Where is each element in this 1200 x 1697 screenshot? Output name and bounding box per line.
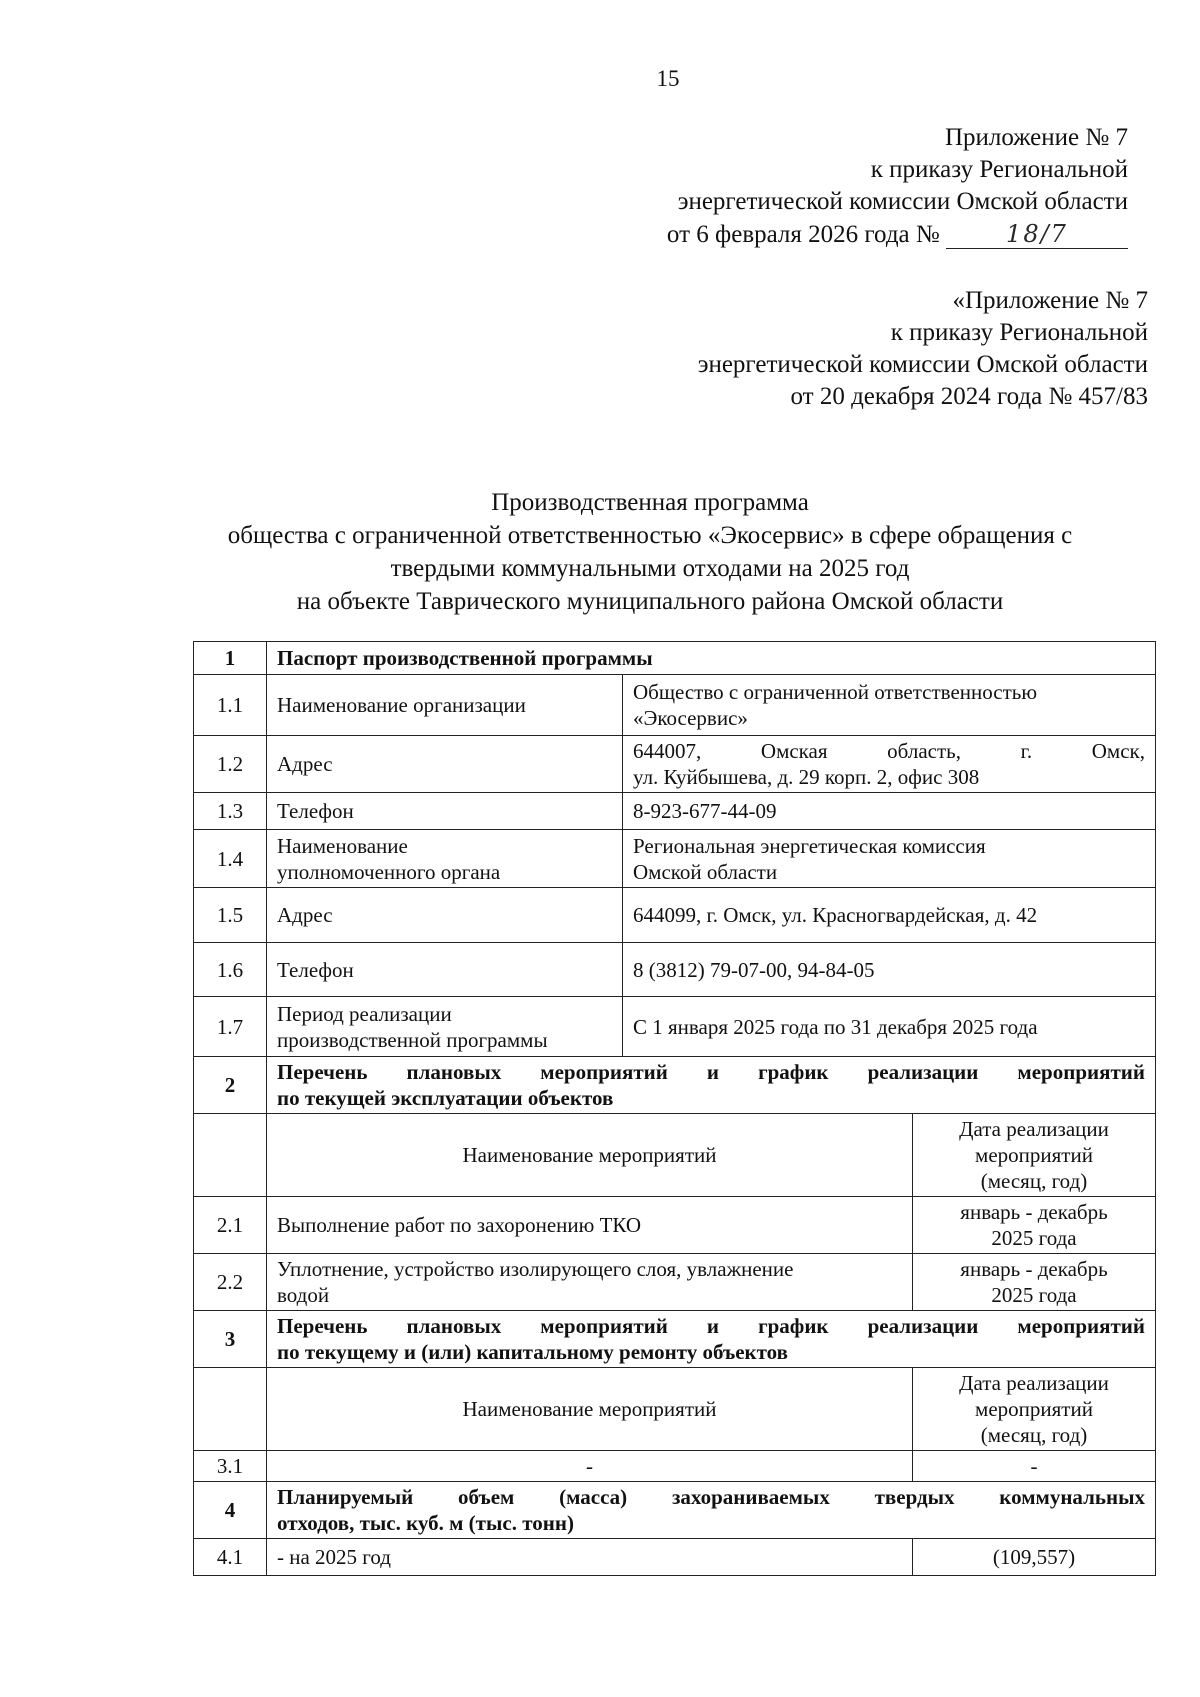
row-value: 8 (3812) 79-07-00, 94-84-05 [623, 943, 1156, 997]
annex-line: к приказу Региональной [870, 156, 1128, 183]
row-number: 1.1 [194, 675, 267, 736]
row-number: 1.7 [194, 997, 267, 1057]
annex-date: от 20 декабря 2024 года № 457/83 [790, 383, 1148, 410]
row-label: Наименование организации [267, 675, 623, 736]
activity-date: - [913, 1451, 1156, 1482]
section-title: Паспорт производственной программы [267, 642, 1156, 675]
annex-line: к приказу Региональной [890, 319, 1148, 346]
table-row [194, 793, 1156, 830]
row-value: Региональная энергетическая комиссия Омской области [623, 830, 1156, 888]
activity-date: январь - декабрь 2025 года [913, 1197, 1156, 1254]
page-number: 15 [656, 66, 680, 91]
row-label: Наименование уполномоченного органа [267, 830, 623, 888]
row-number: 2.1 [194, 1197, 267, 1254]
section-title: Перечень плановых мероприятий и график реализации мероприятий по текущему и (или) капитальному ремонту объектов [267, 1311, 1156, 1368]
annex-date-line [667, 218, 1128, 251]
annex-date: от 6 февраля 2026 года № [666, 221, 940, 248]
table-row [194, 736, 1156, 793]
title-line: Производственная программа [491, 489, 809, 516]
row-label: - на 2025 год [267, 1539, 913, 1576]
table-row [194, 1254, 1156, 1311]
section-number: 4 [194, 1482, 267, 1539]
table-row [194, 997, 1156, 1057]
row-label: Телефон [267, 793, 623, 830]
row-number: 1.3 [194, 793, 267, 830]
column-header-name: Наименование мероприятий [267, 1114, 913, 1197]
row-value: 8-923-677-44-09 [623, 793, 1156, 830]
row-number-empty [194, 1114, 267, 1197]
section-number: 3 [194, 1311, 267, 1368]
row-number: 4.1 [194, 1539, 267, 1576]
row-value: (109,557) [913, 1539, 1156, 1576]
row-number: 1.4 [194, 830, 267, 888]
section-header-row [194, 1311, 1156, 1368]
annex-line: энергетической комиссии Омской области [677, 188, 1128, 215]
row-value: 644007, Омская область, г. Омск, ул. Куйбышева, д. 29 корп. 2, офис 308 [623, 736, 1156, 793]
annex-line: энергетической комиссии Омской области [697, 351, 1148, 378]
row-value: С 1 января 2025 года по 31 декабря 2025 года [623, 997, 1156, 1057]
row-label: Телефон [267, 943, 623, 997]
activity-name: - [267, 1451, 913, 1482]
table-row [194, 1451, 1156, 1482]
document-title [150, 486, 1150, 618]
activity-name: Уплотнение, устройство изолирующего слоя, увлажнение водой [267, 1254, 913, 1311]
row-number: 2.2 [194, 1254, 267, 1311]
activity-date: январь - декабрь 2025 года [913, 1254, 1156, 1311]
program-table [193, 641, 1156, 1576]
title-line: общества с ограниченной ответственностью «Экосервис» в сфере обращения с [227, 522, 1073, 549]
row-label: Адрес [267, 736, 623, 793]
table-row [194, 1197, 1156, 1254]
row-value: Общество с ограниченной ответственностью «Экосервис» [623, 675, 1156, 736]
annex-header-new [667, 122, 1128, 251]
table-row [194, 1539, 1156, 1576]
column-header-date: Дата реализации мероприятий (месяц, год) [913, 1368, 1156, 1451]
section-number: 2 [194, 1057, 267, 1114]
table-row [194, 675, 1156, 736]
row-number: 1.6 [194, 943, 267, 997]
section-header-row [194, 1057, 1156, 1114]
row-number: 3.1 [194, 1451, 267, 1482]
title-line: на объекте Таврического муниципального района Омской области [296, 588, 1004, 615]
section-header-row [194, 642, 1156, 675]
column-header-date: Дата реализации мероприятий (месяц, год) [913, 1114, 1156, 1197]
annex-title: «Приложение № 7 [952, 287, 1148, 314]
row-label: Адрес [267, 888, 623, 943]
column-header-name: Наименование мероприятий [267, 1368, 913, 1451]
table-row [194, 830, 1156, 888]
section-number: 1 [194, 642, 267, 675]
row-value: 644099, г. Омск, ул. Красногвардейская, д. 42 [623, 888, 1156, 943]
table-row [194, 943, 1156, 997]
section-header-row [194, 1482, 1156, 1539]
row-number: 1.5 [194, 888, 267, 943]
annex-header-old [698, 285, 1148, 413]
order-number-handwritten: 18/7 [946, 218, 1128, 249]
row-number: 1.2 [194, 736, 267, 793]
row-number-empty [194, 1368, 267, 1451]
table-row [194, 888, 1156, 943]
table-header-row [194, 1114, 1156, 1197]
activity-name: Выполнение работ по захоронению ТКО [267, 1197, 913, 1254]
section-title: Планируемый объем (масса) захораниваемых твердых коммунальных отходов, тыс. куб. м (тыс. тонн) [267, 1482, 1156, 1539]
title-line: твердыми коммунальными отходами на 2025 год [390, 555, 910, 582]
annex-title: Приложение № 7 [944, 124, 1128, 151]
row-label: Период реализации производственной программы [267, 997, 623, 1057]
table-header-row [194, 1368, 1156, 1451]
section-title: Перечень плановых мероприятий и график реализации мероприятий по текущей эксплуатации объектов [267, 1057, 1156, 1114]
